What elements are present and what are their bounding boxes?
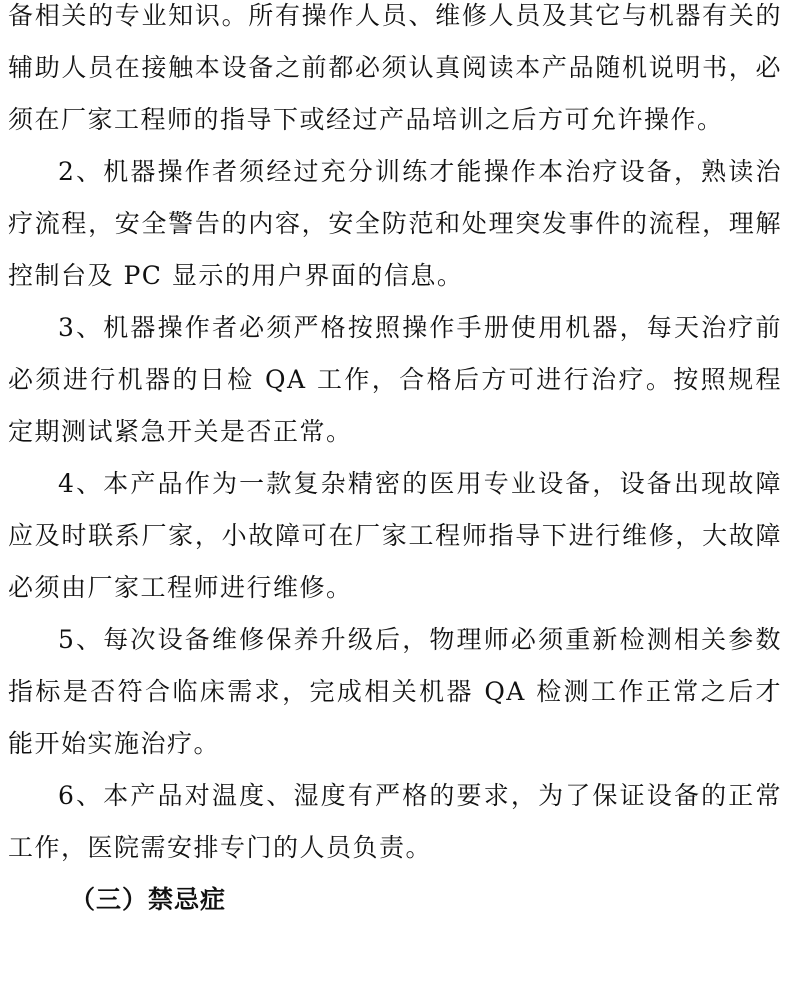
paragraph-item-2: 2、机器操作者须经过充分训练才能操作本治疗设备，熟读治疗流程，安全警告的内容，安全防范和处理突发事件的流程，理解控制台及 PC 显示的用户界面的信息。 [8, 157, 782, 290]
paragraph-item-6: 6、本产品对温度、湿度有严格的要求，为了保证设备的正常工作，医院需安排专门的人员负责。 [8, 781, 782, 862]
paragraph-item-3: 3、机器操作者必须严格按照操作手册使用机器，每天治疗前必须进行机器的日检 QA 工作，合格后方可进行治疗。按照规程定期测试紧急开关是否正常。 [8, 313, 782, 446]
paragraph-item-4: 4、本产品作为一款复杂精密的医用专业设备，设备出现故障应及时联系厂家，小故障可在厂家工程师指导下进行维修，大故障必须由厂家工程师进行维修。 [8, 469, 782, 602]
section-heading: （三）禁忌症 [70, 885, 227, 914]
paragraph-continuation: 备相关的专业知识。所有操作人员、维修人员及其它与机器有关的辅助人员在接触本设备之前都必须认真阅读本产品随机说明书，必须在厂家工程师的指导下或经过产品培训之后方可允许操作。 [8, 1, 782, 134]
paragraph-item-5: 5、每次设备维修保养升级后，物理师必须重新检测相关参数指标是否符合临床需求，完成相关机器 QA 检测工作正常之后才能开始实施治疗。 [8, 625, 782, 758]
